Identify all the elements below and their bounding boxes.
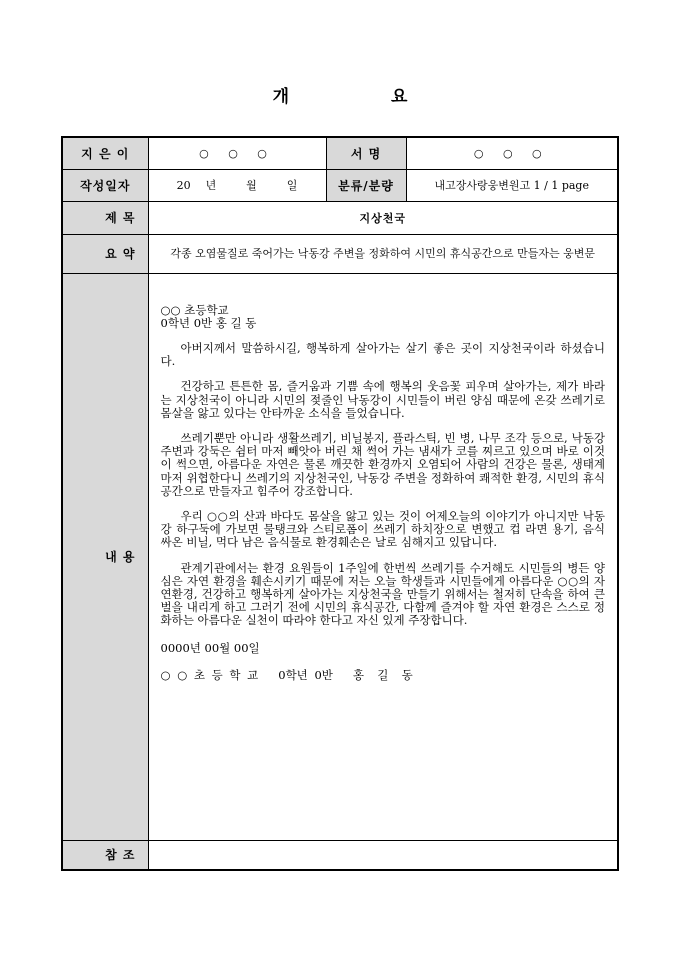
category-label: 분류/분량: [326, 169, 406, 201]
reference-row: [62, 840, 618, 870]
signature-label: 서 명: [326, 137, 406, 169]
reference-value: [148, 840, 618, 870]
date-label: 작성일자: [62, 169, 148, 201]
content-row: [62, 273, 618, 840]
date-row: [62, 169, 618, 201]
summary-value: 각종 오염물질로 죽어가는 낙동강 주변을 정화하여 시민의 휴식공간으로 만들자는 웅변문: [148, 234, 618, 273]
author-row: [62, 137, 618, 169]
category-value: 내고장사랑웅변원고 1 / 1 page: [406, 169, 618, 201]
summary-form-table: [61, 136, 619, 871]
subject-value: 지상천국: [148, 201, 618, 234]
author-label: 지 은 이: [62, 137, 148, 169]
content-paragraph-5: 관계기관에서는 환경 요원들이 1주일에 한번씩 쓰레기를 수거해도 시민들의 병든 양심은 자연 환경을 훼손시키기 때문에 저는 오늘 학생들과 시민들에게 아름다운 ○○의 자연환경, 건강하고 행복하게 살아가는 지상천국을 만들기 위해서는 철저히 단속을 하여 큰 벌을 내리게 하고 그러기 전에 시민의 휴식공간, 다함께 즐겨야 할 자연 환경은 스스로 정화하는 아름다운 실천이 따라야 한다고 자신 있게 주장합니다.: [160, 560, 605, 628]
content-school: ○○ 초등학교: [160, 302, 229, 317]
content-date: 0000년 00월 00일: [160, 640, 260, 655]
signature-value: ○ ○ ○: [406, 137, 618, 169]
date-value: 20 년 월 일: [148, 169, 326, 201]
content-paragraph-2: 건강하고 튼튼한 몸, 즐거움과 기쁨 속에 행복의 웃음꽃 피우며 살아가는, 제가 바라는 지상천국이 아니라 시민의 젖줄인 낙동강이 시민들이 버린 양심 때문에 온갖 쓰레기로 몸살을 앓고 있다는 안타까운 소식을 들었습니다.: [160, 379, 605, 420]
content-paragraph-3: 쓰레기뿐만 아니라 생활쓰레기, 비닐봉지, 플라스틱, 빈 병, 나무 조각 등으로, 낙동강 주변과 강둑은 쉼터 마저 빼앗아 버린 채 썩어 가는 냄새가 코를 찌르고 있으며 바로 이것이 썩으면, 아름다운 자연은 물론 깨끗한 환경까지 오염되어 사람의 건강은 물론, 생태계 마저 위협한다니 쓰레기의 지상천국인, 낙동강 주변을 정화하여 쾌적한 환경, 시민의 휴식공간으로 만들자고 힘주어 강조합니다.: [160, 430, 605, 498]
reference-label: 참 조: [62, 840, 148, 870]
content-paragraph-1: 아버지께서 말씀하시길, 행복하게 살아가는 살기 좋은 곳이 지상천국이라 하셨습니다.: [160, 340, 605, 369]
content-signature: ○ ○ 초 등 학 교 0학년 0반 홍 길 동: [160, 667, 413, 682]
content-label: 내 용: [62, 273, 148, 840]
content-body: [148, 273, 618, 840]
document-title: 개 요: [272, 87, 456, 107]
summary-row: [62, 234, 618, 273]
summary-label: 요 약: [62, 234, 148, 273]
subject-label: 제 목: [62, 201, 148, 234]
content-paragraph-4: 우리 ○○의 산과 바다도 몸살을 앓고 있는 것이 어제오늘의 이야기가 아니지만 낙동강 하구둑에 가보면 물탱크와 스티로폼이 쓰레기 하치장으로 변했고 컵 라면 용기, 음식 싸온 비닐, 먹다 남은 음식물로 환경훼손은 날로 심해지고 있답니다.: [160, 508, 605, 550]
author-value: ○ ○ ○: [148, 137, 326, 169]
content-student: 0학년 0반 홍 길 동: [160, 315, 257, 330]
subject-row: [62, 201, 618, 234]
